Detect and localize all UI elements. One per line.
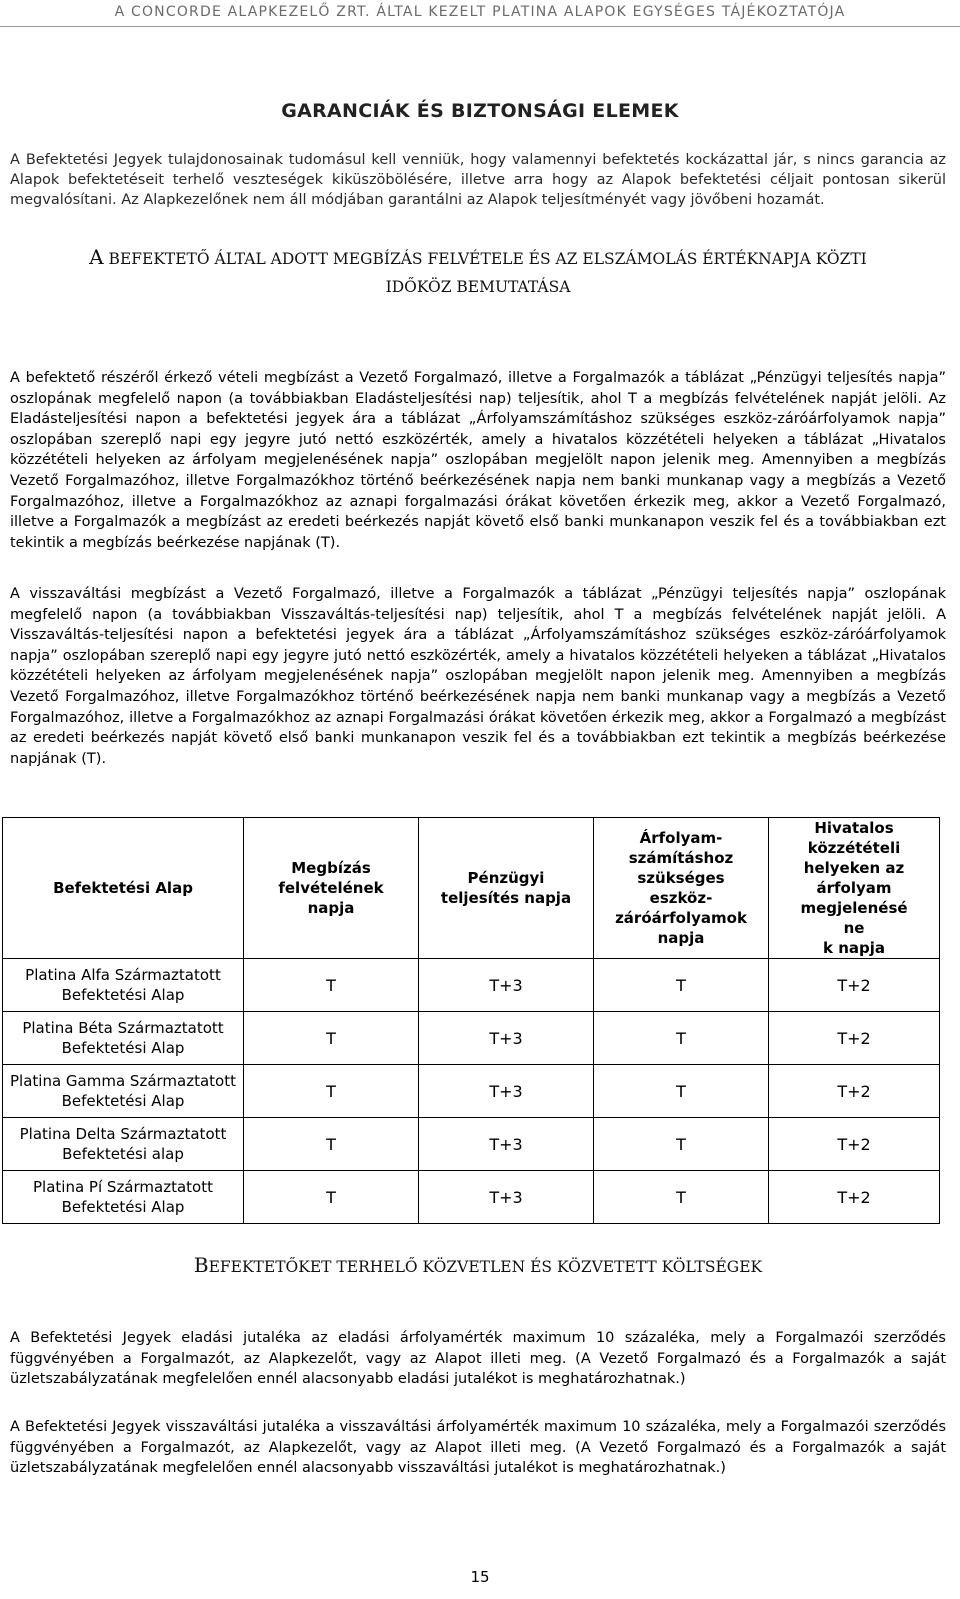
publication-cell: T+2 — [769, 959, 940, 1012]
order-paragraph-redemption: A visszaváltási megbízást a Vezető Forgalmazó, illetve a Forgalmazók a táblázat „Pénzügyi teljesítés napja” oszlopának megfelelő napon (a továbbiakban Visszaváltás-teljesítési nap) teljesítik, ahol T a megbízás felvételének napját jelöli. A Visszaváltás-teljesítési napon a befektetési jegyek ára a táblázat „Árfolyamszámításhoz szükséges eszköz-záróárfolyamok napja” oszlopában szereplő napi egy jegyre jutó nettó eszközérték, amely a hivatalos közzétételi helyeken a táblázat „Hivatalos közzétételi helyeken az árfolyam megjelenésének napja” oszlopában megjelölt napon jelenik meg. Amennyiben a megbízás Vezető Forgalmazóhoz, illetve Forgalmazókhoz történő beérkezésének napja nem banki munkanap vagy a megbízás a Vezető Forgalmazóhoz, illetve a Forgalmazókhoz az aznapi Forgalmazási órákat követően érkezik meg, akkor a Forgalmazó a megbízást az eredeti beérkezés napját követő első banki munkanapon veszik fel és a továbbiakban ezt tekintik a megbízás beérkezése napjának (T). — [10, 586, 946, 767]
fund-name-cell: Platina Béta Származtatott Befektetési Alap — [3, 1012, 244, 1065]
settlement-cell: T+3 — [419, 1012, 594, 1065]
table-row — [3, 1118, 940, 1171]
order-heading-line2: IDŐKÖZ BEMUTATÁSA — [385, 278, 571, 296]
table-row — [3, 959, 940, 1012]
col-header-settlement: Pénzügyi teljesítés napja — [419, 818, 594, 959]
fund-name-cell: Platina Gamma Származtatott Befektetési Alap — [3, 1065, 244, 1118]
order-day-cell: T — [244, 959, 419, 1012]
settlement-cell: T+3 — [419, 1171, 594, 1224]
price-day-cell: T — [594, 1012, 769, 1065]
page-number: 15 — [470, 1568, 490, 1586]
settlement-table — [2, 817, 940, 1224]
publication-cell: T+2 — [769, 1171, 940, 1224]
order-day-cell: T — [244, 1171, 419, 1224]
col-header-fund: Befektetési Alap — [3, 818, 244, 959]
publication-cell: T+2 — [769, 1065, 940, 1118]
table-row — [3, 1012, 940, 1065]
settlement-cell: T+3 — [419, 959, 594, 1012]
publication-cell: T+2 — [769, 1118, 940, 1171]
order-day-cell: T — [244, 1118, 419, 1171]
costs-heading — [10, 1251, 946, 1281]
costs-heading-text: EFEKTETŐKET TERHELŐ KÖZVETLEN ÉS KÖZVETETT KÖLTSÉGEK — [208, 1258, 763, 1276]
order-heading-line1 — [10, 243, 946, 273]
publication-cell: T+2 — [769, 1012, 940, 1065]
running-header: A CONCORDE ALAPKEZELŐ ZRT. ÁLTAL KEZELT PLATINA ALAPOK EGYSÉGES TÁJÉKOZTATÓJA — [114, 4, 846, 20]
table-row — [3, 1065, 940, 1118]
col-header-publication: Hivatalos közzétételi helyeken az árfolyam megjelenésé ne k napja — [769, 818, 940, 959]
guarantees-paragraph: A Befektetési Jegyek tulajdonosainak tudomásul kell venniük, hogy valamennyi befektetés kockázattal jár, s nincs garancia az Alapok befektetéseit terhelő veszteségek kiküszöbölésére, illetve arra hogy az Alapok befektetési céljait pontosan sikerül megvalósítani. Az Alapkezelőnek nem áll módjában garantálni az Alapok teljesítményét vagy jövőbeni hozamát. — [10, 152, 946, 208]
price-day-cell: T — [594, 1065, 769, 1118]
order-day-cell: T — [244, 1012, 419, 1065]
price-day-cell: T — [594, 1118, 769, 1171]
header-rule — [0, 26, 960, 27]
fund-name-cell: Platina Alfa Származtatott Befektetési Alap — [3, 959, 244, 1012]
guarantees-heading: GARANCIÁK ÉS BIZTONSÁGI ELEMEK — [281, 100, 679, 122]
col-header-order-day: Megbízás felvételének napja — [244, 818, 419, 959]
table-body — [3, 959, 940, 1224]
table-header-row — [3, 818, 940, 959]
col-header-price-day: Árfolyam- számításhoz szükséges eszköz- záróárfolyamok napja — [594, 818, 769, 959]
fund-name-cell: Platina Delta Származtatott Befektetési alap — [3, 1118, 244, 1171]
order-section-heading — [10, 243, 946, 301]
order-paragraph-purchase: A befektető részéről érkező vételi megbízást a Vezető Forgalmazó, illetve a Forgalmazók a táblázat „Pénzügyi teljesítés napja” oszlopának megfelelő napon (a továbbiakban Eladásteljesítési nap) teljesítik, ahol T a megbízás felvételének napját jelöli. Az Eladásteljesítési napon a befektetési jegyek ára a táblázat „Árfolyamszámításhoz szükséges eszköz-záróárfolyamok napja” oszlopában szereplő napi egy jegyre jutó nettó eszközérték, amely a hivatalos közzétételi helyeken a táblázat „Hivatalos közzétételi helyeken az árfolyam megjelenésének napja” oszlopában megjelölt napon jelenik meg. Amennyiben a megbízás Vezető Forgalmazóhoz, illetve Forgalmazókhoz történő beérkezésének napja nem banki munkanap vagy a megbízás a Vezető Forgalmazóhoz, illetve a Forgalmazókhoz az aznapi forgalmazási órákat követően érkezik meg, akkor a Vezető Forgalmazó, illetve a Forgalmazók a megbízást az eredeti beérkezés napját követő első banki munkanapon veszik fel és a továbbiakban ezt tekintik a megbízás beérkezése napjának (T). — [10, 370, 946, 551]
price-day-cell: T — [594, 1171, 769, 1224]
order-day-cell: T — [244, 1065, 419, 1118]
table-row — [3, 1171, 940, 1224]
fund-name-cell: Platina Pí Származtatott Befektetési Alap — [3, 1171, 244, 1224]
costs-paragraph-redemption: A Befektetési Jegyek visszaváltási jutaléka a visszaváltási árfolyamérték maximum 10 százaléka, mely a Forgalmazói szerződés függvényében a Forgalmazót, az Alapkezelőt, vagy az Alapot illeti meg. (A Vezető Forgalmazó és a Forgalmazók a saját üzletszabályzatának megfelelően ennél alacsonyabb visszaváltási jutalékot is meghatározhatnak.) — [10, 1419, 946, 1477]
order-heading-initial: A — [89, 245, 104, 269]
costs-paragraph-sale: A Befektetési Jegyek eladási jutaléka az eladási árfolyamérték maximum 10 százaléka, mely a Forgalmazói szerződés függvényében a Forgalmazót, az Alapkezelőt, vagy az Alapot illeti meg. (A Vezető Forgalmazó és a Forgalmazók a saját üzletszabályzatának megfelelően ennél alacsonyabb eladási jutalékot is meghatározhatnak.) — [10, 1330, 946, 1388]
settlement-cell: T+3 — [419, 1065, 594, 1118]
settlement-cell: T+3 — [419, 1118, 594, 1171]
order-heading-line1-text: BEFEKTETŐ ÁLTAL ADOTT MEGBÍZÁS FELVÉTELE ÉS AZ ELSZÁMOLÁS ÉRTÉKNAPJA KÖZTI — [103, 250, 867, 268]
costs-heading-initial: B — [193, 1253, 209, 1277]
price-day-cell: T — [594, 959, 769, 1012]
